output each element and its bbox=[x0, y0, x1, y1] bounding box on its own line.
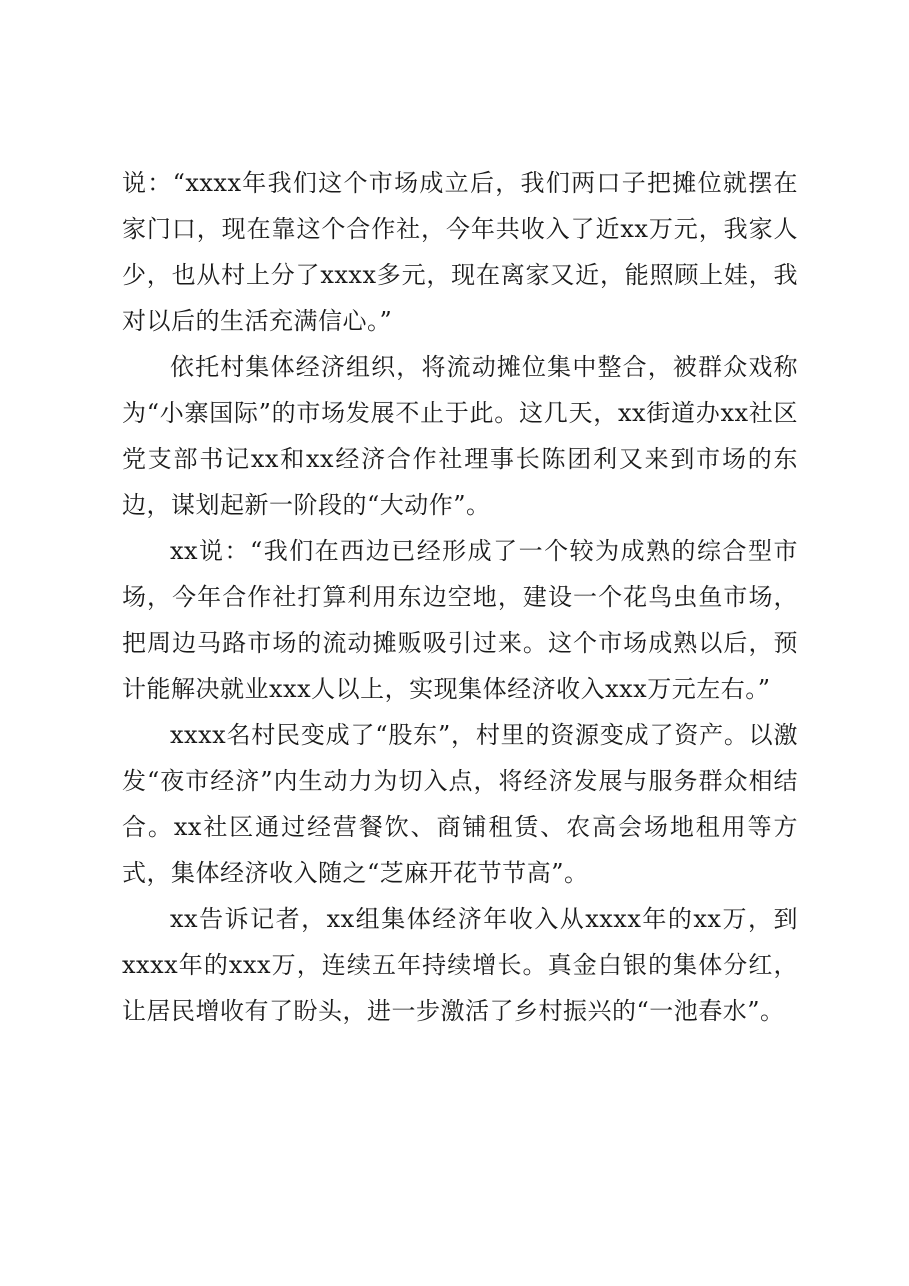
paragraph-income-growth: xx告诉记者，xx组集体经济年收入从xxxx年的xx万，到xxxx年的xxx万，连续五年持续增长。真金白银的集体分红，让居民增收有了盼头，进一步激活了乡村振兴的“一池春水”。 bbox=[122, 905, 798, 1025]
paragraph-shareholders: xxxx名村民变成了“股东”，村里的资源变成了资产。以激发“夜市经济”内生动力为切入点，将经济发展与服务群众相结合。xx社区通过经营餐饮、商铺租赁、农高会场地租用等方式，集体经济收入随之“芝麻开花节节高”。 bbox=[122, 721, 798, 887]
paragraph-future-plan: xx说：“我们在西边已经形成了一个较为成熟的综合型市场，今年合作社打算利用东边空地，建设一个花鸟虫鱼市场，把周边马路市场的流动摊贩吸引过来。这个市场成熟以后，预计能解决就业xxx人以上，实现集体经济收入xxx万元左右。” bbox=[122, 537, 798, 703]
document-body bbox=[122, 160, 798, 1034]
paragraph-quote-continuation: 说：“xxxx年我们这个市场成立后，我们两口子把摊位就摆在家门口，现在靠这个合作社，今年共收入了近xx万元，我家人少，也从村上分了xxxx多元，现在离家又近，能照顾上娃，我对以后的生活充满信心。” bbox=[122, 169, 798, 335]
paragraph-market-development: 依托村集体经济组织，将流动摊位集中整合，被群众戏称为“小寨国际”的市场发展不止于此。这几天，xx街道办xx社区党支部书记xx和xx经济合作社理事长陈团利又来到市场的东边，谋划起新一阶段的“大动作”。 bbox=[122, 353, 798, 519]
